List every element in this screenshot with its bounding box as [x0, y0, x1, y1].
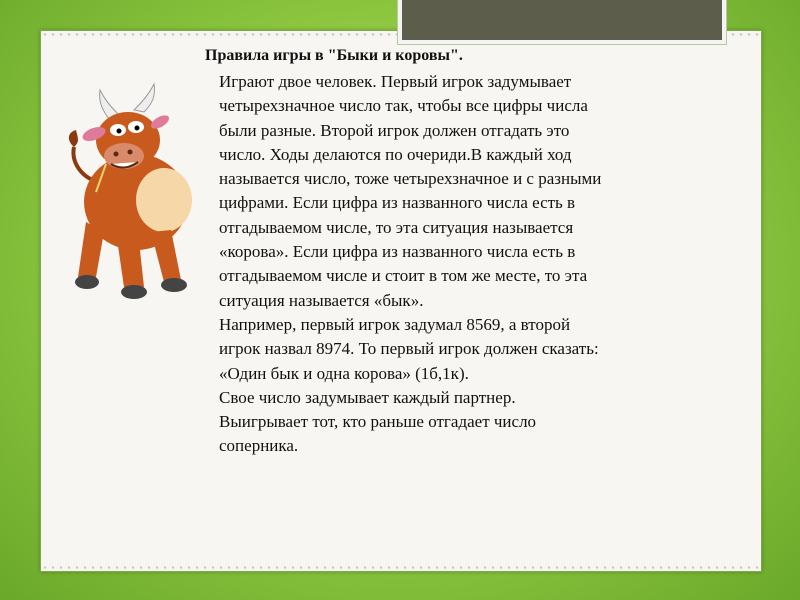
- example-paragraph: Например, первый игрок задумал 8569, а второй игрок назвал 8974. То первый игрок должен сказать: «Один бык и одна корова» (1б,1к).: [219, 314, 599, 383]
- winner-paragraph: Свое число задумывает каждый партнер. Выигрывает тот, кто раньше отгадает число соперника.: [219, 387, 537, 456]
- title-placeholder-box: [398, 0, 726, 44]
- rules-text: [219, 70, 604, 459]
- rules-heading: Правила игры в "Быки и коровы".: [205, 47, 463, 64]
- rules-paragraph: Играют двое человек. Первый игрок задумывает четырехзначное число так, чтобы все цифры числа были разные. Второй игрок должен отгадать это число. Ходы делаются по очериди.В каждый ход называется число, тоже четырехзначное и с разными цифрами. Если цифра из названного числа есть в отгадываемом числе, то эта ситуация называется «корова». Если цифра из названного числа есть в отгадываемом числе и стоит в том же месте, то эта ситуация называется «бык».: [219, 72, 602, 310]
- cartoon-bull-illustration: [56, 82, 206, 302]
- bottom-dot-border: [41, 564, 761, 571]
